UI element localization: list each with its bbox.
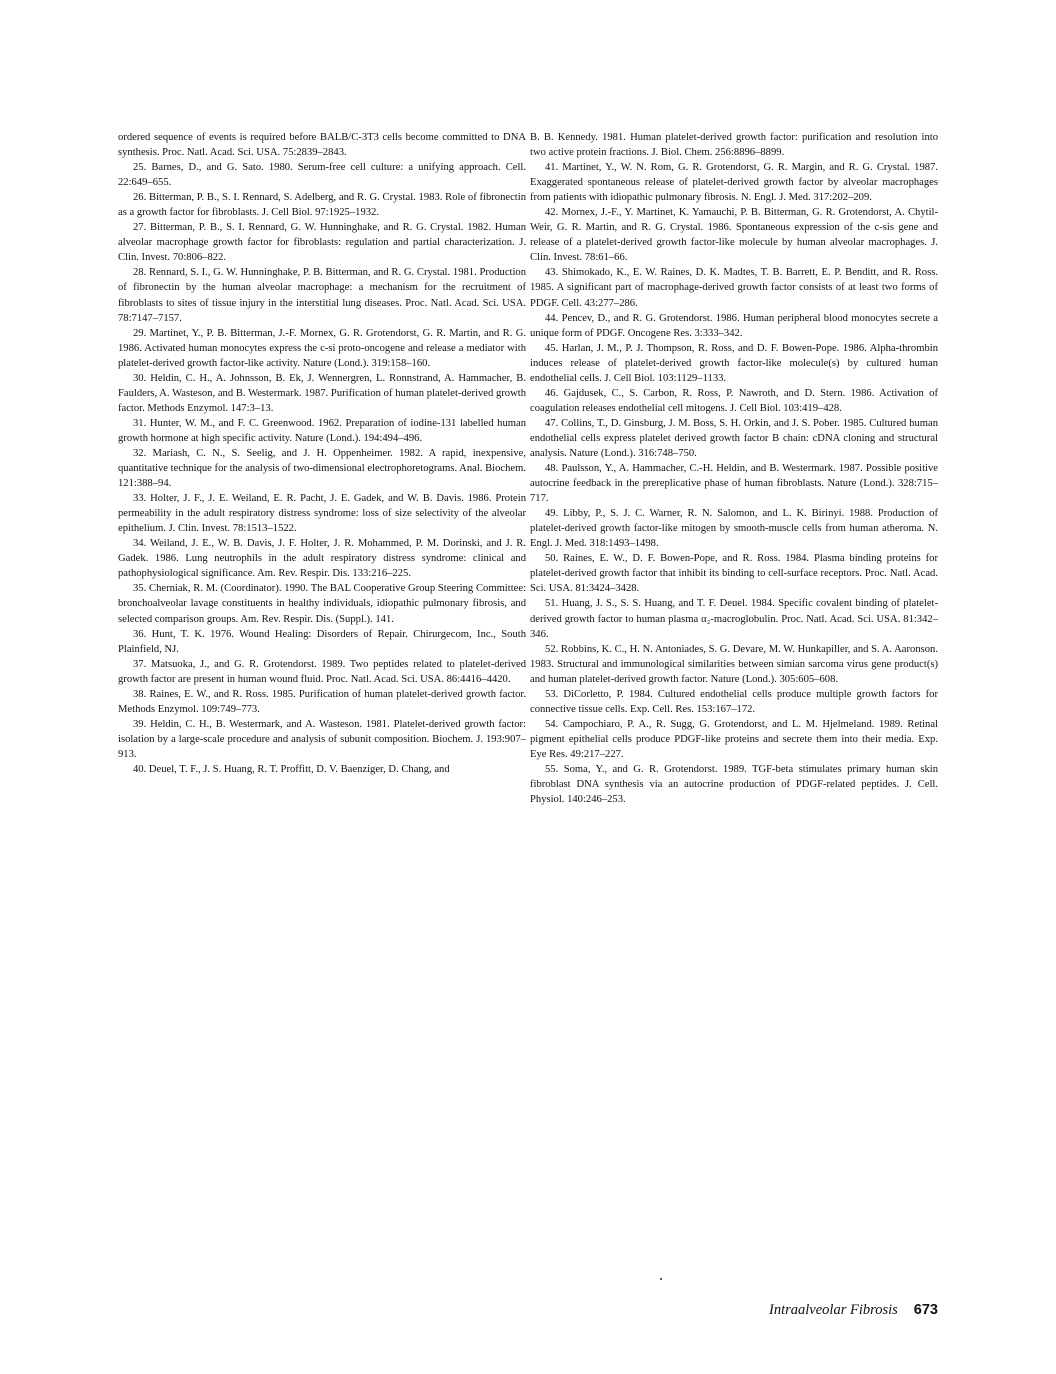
reference-55: 55. Soma, Y., and G. R. Grotendorst. 1989. TGF-beta stimulates primary human skin fibroblast DNA synthesis via an autocrine production of PDGF-related peptides. J. Cell. Physiol. 140:246–253. bbox=[530, 763, 938, 806]
page-number: 673 bbox=[913, 1302, 938, 1318]
reference-53: 53. DiCorletto, P. 1984. Cultured endothelial cells produce multiple growth factors for connective tissue cells. Exp. Cell. Res. 153:167–172. bbox=[530, 688, 938, 715]
reference-44: 44. Pencev, D., and R. G. Grotendorst. 1986. Human peripheral blood monocytes secrete a unique form of PDGF. Oncogene Res. 3:333–342. bbox=[530, 312, 938, 339]
reference-47: 47. Collins, T., D. Ginsburg, J. M. Boss, S. H. Orkin, and J. S. Pober. 1985. Cultured human endothelial cells express platelet derived growth factor B chain: cDNA cloning and structural analysis. Nature (Lond.). 316:748–750. bbox=[530, 417, 938, 459]
reference-26: 26. Bitterman, P. B., S. I. Rennard, S. Adelberg, and R. G. Crystal. 1983. Role of fibronectin as a growth factor for fibroblasts. J. Cell Biol. 97:1925–1932. bbox=[118, 192, 526, 219]
reference-27: 27. Bitterman, P. B., S. I. Rennard, G. W. Hunninghake, and R. G. Crystal. 1982. Human alveolar macrophage growth factor for fibroblasts: regulation and partial characterization. J. Clin. Invest. 70:806–822. bbox=[118, 222, 526, 264]
reference-35: 35. Cherniak, R. M. (Coordinator). 1990. The BAL Cooperative Group Steering Committee: bronchoalveolar lavage constituents in healthy individuals, idiopathic pulmonary fibrosis, and selected comparison groups. Am. Rev. Respir. Dis. (Suppl.). 141. bbox=[118, 583, 526, 625]
reference-42: 42. Mornex, J.-F., Y. Martinet, K. Yamauchi, P. B. Bitterman, G. R. Grotendorst, A. Chytil-Weir, G. R. Martin, and R. G. Crystal. 1986. Spontaneous expression of the c-sis gene and release of a platelet-derived growth factor-like molecule by human alveolar macrophages. J. Clin. Invest. 78:61–66. bbox=[530, 207, 938, 264]
reference-40-continued: B. B. Kennedy. 1981. Human platelet-derived growth factor: purification and resolution into two active protein fractions. J. Biol. Chem. 256:8896–8899. bbox=[530, 132, 938, 159]
reference-32: 32. Mariash, C. N., S. Seelig, and J. H. Oppenheimer. 1982. A rapid, inexpensive, quantitative technique for the analysis of two-dimensional electrophoretograms. Anal. Biochem. 121:388–94. bbox=[118, 447, 526, 490]
reference-28: 28. Rennard, S. I., G. W. Hunninghake, P. B. Bitterman, and R. G. Crystal. 1981. Production of fibronectin by the human alveolar macrophage: a mechanism for the recruitment of fibroblasts to sites of tissue injury in the interstitial lung diseases. Proc. Natl. Acad. Sci. USA. 78:7147–7157. bbox=[118, 267, 526, 324]
reference-45: 45. Harlan, J. M., P. J. Thompson, R. Ross, and D. F. Bowen-Pope. 1986. Alpha-thrombin induces release of platelet-derived growth factor-like molecule(s) by cultured human endothelial cells. J. Cell Biol. 103:1129–1133. bbox=[530, 342, 938, 384]
reference-43: 43. Shimokado, K., E. W. Raines, D. K. Madtes, T. B. Barrett, E. P. Benditt, and R. Ross. 1985. A significant part of macrophage-derived growth factor consists of at least two forms of PDGF. Cell. 43:277–286. bbox=[530, 267, 938, 309]
reference-49: 49. Libby, P., S. J. C. Warner, R. N. Salomon, and L. K. Birinyi. 1988. Production of platelet-derived growth factor-like mitogen by smooth-muscle cells from human atheroma. N. Engl. J. Med. 318:1493–1498. bbox=[530, 508, 938, 550]
running-title: Intraalveolar Fibrosis bbox=[769, 1302, 898, 1318]
scan-speck bbox=[660, 1278, 662, 1280]
reference-30: 30. Heldin, C. H., A. Johnsson, B. Ek, J. Wennergren, L. Ronnstrand, A. Hammacher, B. Faulders, A. Wasteson, and B. Westermark. 1987. Purification of human platelet-derived growth factor. Methods Enzymol. 147:3–13. bbox=[118, 372, 526, 414]
reference-38: 38. Raines, E. W., and R. Ross. 1985. Purification of human platelet-derived growth factor. Methods Enzymol. 109:749–773. bbox=[118, 688, 526, 715]
reference-40: 40. Deuel, T. F., J. S. Huang, R. T. Proffitt, D. V. Baenziger, D. Chang, and bbox=[133, 763, 450, 775]
right-column bbox=[530, 130, 938, 807]
reference-39: 39. Heldin, C. H., B. Westermark, and A. Wasteson. 1981. Platelet-derived growth factor: isolation by a large-scale procedure and analysis of subunit composition. Biochem. J. 193:907–913. bbox=[118, 718, 526, 760]
reference-34: 34. Weiland, J. E., W. B. Davis, J. F. Holter, J. R. Mohammed, P. M. Dorinski, and J. R. Gadek. 1986. Lung neutrophils in the adult respiratory distress syndrome: clinical and pathophysiological significance. Am. Rev. Respir. Dis. 133:216–225. bbox=[118, 538, 526, 580]
reference-51: 51. Huang, J. S., S. S. Huang, and T. F. Deuel. 1984. Specific covalent binding of platelet-derived growth factor to human plasma α₂-macroglobulin. Proc. Natl. Acad. Sci. USA. 81:342–346. bbox=[530, 598, 938, 640]
reference-50: 50. Raines, E. W., D. F. Bowen-Pope, and R. Ross. 1984. Plasma binding proteins for platelet-derived growth factor that inhibit its binding to cell-surface receptors. Proc. Natl. Acad. Sci. USA. 81:3424–3428. bbox=[530, 553, 938, 595]
reference-33: 33. Holter, J. F., J. E. Weiland, E. R. Pacht, J. E. Gadek, and W. B. Davis. 1986. Protein permeability in the adult respiratory distress syndrome: loss of size selectivity of the alveolar epithelium. J. Clin. Invest. 78:1513–1522. bbox=[118, 493, 526, 535]
page-footer bbox=[769, 1302, 938, 1319]
left-column bbox=[118, 130, 526, 777]
reference-46: 46. Gajdusek, C., S. Carbon, R. Ross, P. Nawroth, and D. Stern. 1986. Activation of coagulation releases endothelial cell mitogens. J. Cell Biol. 103:419–428. bbox=[530, 387, 938, 414]
reference-54: 54. Campochiaro, P. A., R. Sugg, G. Grotendorst, and L. M. Hjelmeland. 1989. Retinal pigment epithelial cells produce PDGF-like proteins and secrete them into their media. Exp. Eye Res. 49:217–227. bbox=[530, 718, 938, 760]
reference-52: 52. Robbins, K. C., H. N. Antoniades, S. G. Devare, M. W. Hunkapiller, and S. A. Aaronson. 1983. Structural and immunological similarities between simian sarcoma virus gene product(s) and human platelet-derived growth factor. Nature (Lond.). 305:605–608. bbox=[530, 643, 938, 685]
reference-25: 25. Barnes, D., and G. Sato. 1980. Serum-free cell culture: a unifying approach. Cell. 22:649–655. bbox=[118, 162, 526, 189]
reference-29: 29. Martinet, Y., P. B. Bitterman, J.-F. Mornex, G. R. Grotendorst, G. R. Martin, and R. G. 1986. Activated human monocytes express the c-si proto-oncogene and release a mediator with platelet-derived growth factor-like activity. Nature (Lond.). 319:158–160. bbox=[118, 327, 526, 369]
reference-24-continued: ordered sequence of events is required before BALB/C-3T3 cells become committed to DNA synthesis. Proc. Natl. Acad. Sci. USA. 75:2839–2843. bbox=[118, 132, 526, 159]
reference-31: 31. Hunter, W. M., and F. C. Greenwood. 1962. Preparation of iodine-131 labelled human growth hormone at high specific activity. Nature (Lond.). 194:494–496. bbox=[118, 417, 526, 444]
reference-41: 41. Martinet, Y., W. N. Rom, G. R. Grotendorst, G. R. Margin, and R. G. Crystal. 1987. Exaggerated spontaneous release of platelet-derived growth factor by alveolar macrophages from patients with idiopathic pulmonary fibrosis. N. Engl. J. Med. 317:202–209. bbox=[530, 162, 938, 204]
reference-36: 36. Hunt, T. K. 1976. Wound Healing: Disorders of Repair. Chirurgecom, Inc., South Plainfield, NJ. bbox=[118, 628, 526, 655]
reference-37: 37. Matsuoka, J., and G. R. Grotendorst. 1989. Two peptides related to platelet-derived growth factor are present in human wound fluid. Proc. Natl. Acad. Sci. USA. 86:4416–4420. bbox=[118, 658, 526, 685]
reference-48: 48. Paulsson, Y., A. Hammacher, C.-H. Heldin, and B. Westermark. 1987. Possible positive autocrine feedback in the prereplicative phase of human fibroblasts. Nature (Lond.). 328:715–717. bbox=[530, 463, 938, 505]
